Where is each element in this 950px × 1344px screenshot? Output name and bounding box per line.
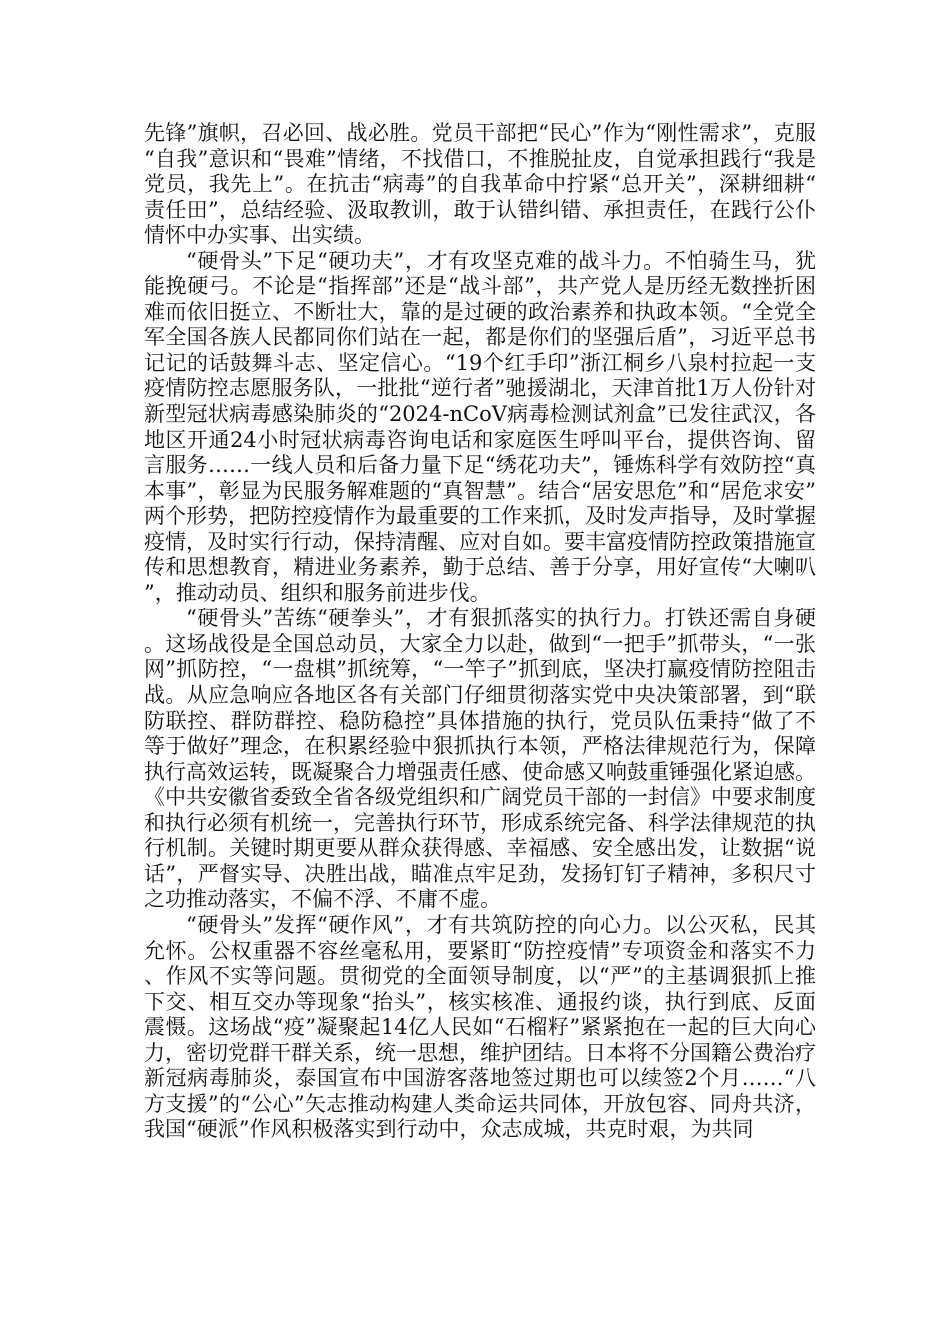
paragraph-2: “硬骨头”下足“硬功夫”，才有攻坚克难的战斗力。不怕骑生马，犹能挽硬弓。不论是“指挥部”还是“战斗部”，共产党人是历经无数挫折困难而依旧挺立、不断壮大，靠的是过硬的政治素养和执政本领。“全党全军全国各族人民都同你们站在一起，都是你们的坚强后盾”，习近平总书记记的话鼓舞斗志、坚定信心。“19个红手印”浙江桐乡八泉村拉起一支疫情防控志愿服务队，一批批“逆行者”驰援湖北，天津首批1万人份针对新型冠状病毒感染肺炎的“2024-nCoV病毒检测试剂盒”已发往武汉，各地区开通24小时冠状病毒咨询电话和家庭医生呼叫平台，提供咨询、留言服务……一线人员和后备力量下足“绣花功夫”，锤炼科学有效防控“真本事”，彰显为民服务解难题的“真智慧”。结合“居安思危”和“居危求安”两个形势，把防控疫情作为最重要的工作来抓，及时发声指导，及时掌握疫情，及时实行行动，保持清醒、应对自如。要丰富疫情防控政策措施宣传和思想教育，精进业务素养，勤于总结、善于分享，用好宣传“大喇叭”，推动动员、组织和服务前进步伐。 — [144, 248, 816, 605]
paragraph-1: 先锋”旗帜，召必回、战必胜。党员干部把“民心”作为“刚性需求”，克服“自我”意识和“畏难”情绪，不找借口，不推脱扯皮，自觉承担践行“我是党员，我先上”。在抗击“病毒”的自我革命中拧紧“总开关”，深耕细耕“责任田”，总结经验、汲取教训，敢于认错纠错、承担责任，在践行公仆情怀中办实事、出实绩。 — [144, 121, 816, 248]
document-page — [144, 121, 816, 1143]
paragraph-4: “硬骨头”发挥“硬作风”，才有共筑防控的向心力。以公灭私，民其允怀。公权重器不容丝毫私用，要紧盯“防控疫情”专项资金和落实不力、作风不实等问题。贯彻党的全面领导制度，以“严”的主基调狠抓上推下交、相互交办等现象“抬头”，核实核准、通报约谈，执行到底、反面震慑。这场战“疫”凝聚起14亿人民如“石榴籽”紧紧抱在一起的巨大向心力，密切党群干群关系，统一思想，维护团结。日本将不分国籍公费治疗新冠病毒肺炎，泰国宣布中国游客落地签过期也可以续签2个月……“八方支援”的“公心”矢志推动构建人类命运共同体，开放包容、同舟共济，我国“硬派”作风积极落实到行动中，众志成城，共克时艰，为共同 — [144, 912, 816, 1142]
paragraph-3: “硬骨头”苦练“硬拳头”，才有狠抓落实的执行力。打铁还需自身硬。这场战役是全国总动员，大家全力以赴，做到“一把手”抓带头，“一张网”抓防控，“一盘棋”抓统筹，“一竿子”抓到底，坚决打赢疫情防控阻击战。从应急响应各地区各有关部门仔细贯彻落实党中央决策部署，到“联防联控、群防群控、稳防稳控”具体措施的执行，党员队伍秉持“做了不等于做好”理念，在积累经验中狠抓执行本领，严格法律规范行为，保障执行高效运转，既凝聚合力增强责任感、使命感又响鼓重锤强化紧迫感。《中共安徽省委致全省各级党组织和广阔党员干部的一封信》中要求制度和执行必须有机统一，完善执行环节，形成系统完备、科学法律规范的执行机制。关键时期更要从群众获得感、幸福感、安全感出发，让数据“说话”，严督实导、决胜出战，瞄准点牢足劲，发扬钉钉子精神，多积尺寸之功推动落实，不偏不浮、不庸不虚。 — [144, 606, 816, 912]
